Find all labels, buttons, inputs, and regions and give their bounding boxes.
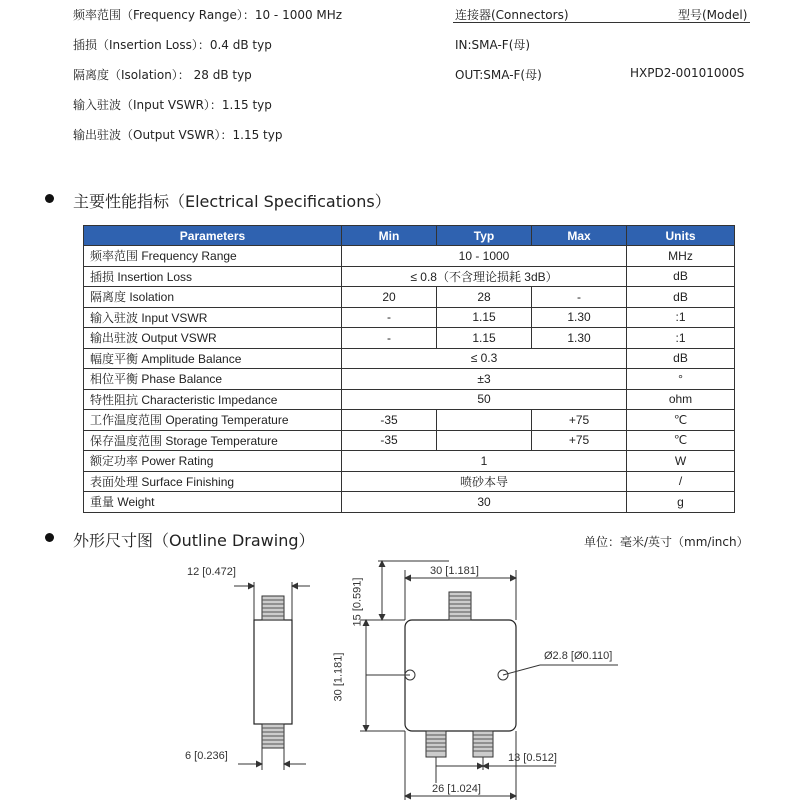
units-cell: :1 [627, 328, 735, 349]
dim-side-connector: 6 [0.236] [185, 750, 228, 762]
param-cell: 表面处理 Surface Finishing [84, 471, 342, 492]
param-cell: 重量 Weight [84, 492, 342, 513]
max-cell: - [532, 287, 627, 308]
quick-spec-input-vswr: 输入驻波（Input VSWR）：1.15 typ [73, 98, 272, 112]
dim-hole: Ø2.8 [Ø0.110] [544, 650, 613, 662]
value-cell: 30 [342, 492, 627, 513]
connectors-header: 连接器(Connectors) [455, 8, 569, 22]
param-cell: 输入驻波 Input VSWR [84, 307, 342, 328]
col-header-min: Min [342, 226, 437, 246]
units-cell: dB [627, 348, 735, 369]
param-cell: 相位平衡 Phase Balance [84, 369, 342, 390]
units-cell: dB [627, 287, 735, 308]
value-cell: ≤ 0.3 [342, 348, 627, 369]
param-cell: 额定功率 Power Rating [84, 451, 342, 472]
min-cell: - [342, 307, 437, 328]
typ-cell: 1.15 [437, 307, 532, 328]
units-cell: ° [627, 369, 735, 390]
dim-connector-length: 15 [0.591] [351, 577, 364, 627]
dim-top-width: 30 [1.181] [430, 565, 479, 577]
min-cell: - [342, 328, 437, 349]
units-cell: ℃ [627, 430, 735, 451]
dim-side-width: 12 [0.472] [187, 566, 236, 578]
min-cell: -35 [342, 430, 437, 451]
typ-cell: 28 [437, 287, 532, 308]
dim-height: 30 [1.181] [332, 652, 345, 702]
dim-bottom-span: 26 [1.024] [432, 783, 481, 795]
param-cell: 幅度平衡 Amplitude Balance [84, 348, 342, 369]
typ-cell: 1.15 [437, 328, 532, 349]
quick-spec-output-vswr: 输出驻波（Output VSWR）：1.15 typ [73, 128, 283, 142]
dim-port-spacing: 13 [0.512] [508, 752, 557, 764]
col-header-units: Units [627, 226, 735, 246]
param-cell: 特性阻抗 Characteristic Impedance [84, 389, 342, 410]
param-cell: 插损 Insertion Loss [84, 266, 342, 287]
quick-spec-isolation: 隔离度（Isolation）： 28 dB typ [73, 68, 252, 82]
param-cell: 隔离度 Isolation [84, 287, 342, 308]
quick-spec-insertion-loss: 插损（Insertion Loss）：0.4 dB typ [73, 38, 272, 52]
param-cell: 工作温度范围 Operating Temperature [84, 410, 342, 431]
param-cell: 输出驻波 Output VSWR [84, 328, 342, 349]
min-cell: 20 [342, 287, 437, 308]
units-cell: MHz [627, 246, 735, 267]
value-cell: 10 - 1000 [342, 246, 627, 267]
max-cell: +75 [532, 430, 627, 451]
units-cell: :1 [627, 307, 735, 328]
value-cell: 喷砂本导 [342, 471, 627, 492]
units-cell: ℃ [627, 410, 735, 431]
max-cell: 1.30 [532, 307, 627, 328]
units-cell: W [627, 451, 735, 472]
param-cell: 保存温度范围 Storage Temperature [84, 430, 342, 451]
side-body [254, 620, 292, 724]
electrical-heading: 主要性能指标（Electrical Specifications） [73, 192, 391, 211]
units-cell: / [627, 471, 735, 492]
model-value: HXPD2-00101000S [630, 66, 745, 80]
model-header: 型号(Model) [678, 8, 748, 22]
min-cell: -35 [342, 410, 437, 431]
connector-in: IN:SMA-F(母) [455, 38, 531, 52]
quick-spec-frequency: 频率范围（Frequency Range）：10 - 1000 MHz [73, 8, 343, 22]
connector-out: OUT:SMA-F(母) [455, 68, 542, 82]
top-view [360, 561, 618, 800]
units-cell: ohm [627, 389, 735, 410]
param-cell: 频率范围 Frequency Range [84, 246, 342, 267]
max-cell: +75 [532, 410, 627, 431]
col-header-max: Max [532, 226, 627, 246]
value-cell: ±3 [342, 369, 627, 390]
col-header-parameters: Parameters [84, 226, 342, 246]
max-cell: 1.30 [532, 328, 627, 349]
side-view [234, 582, 310, 770]
units-cell: dB [627, 266, 735, 287]
value-cell: 50 [342, 389, 627, 410]
col-header-typ: Typ [437, 226, 532, 246]
value-cell: 1 [342, 451, 627, 472]
outline-heading: 外形尺寸图（Outline Drawing） [73, 531, 315, 550]
value-cell: ≤ 0.8（不含理论损耗 3dB） [342, 266, 627, 287]
units-note: 单位：毫米/英寸（mm/inch） [584, 535, 749, 549]
units-cell: g [627, 492, 735, 513]
